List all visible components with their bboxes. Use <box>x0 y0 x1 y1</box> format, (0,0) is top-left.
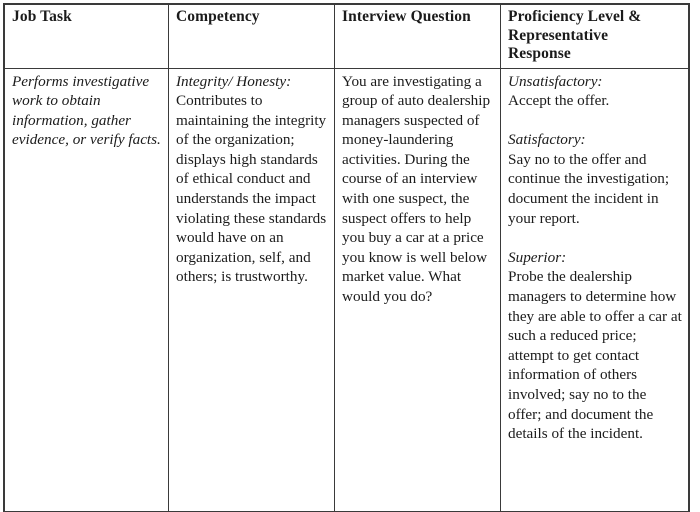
header-row <box>5 5 689 69</box>
interview-question-text: You are investigating a group of auto dealership managers suspected of money-laundering activities. During the course of an interview with one suspect, the suspect offers to help you buy a car at a price you know is well below market value. What would you do? <box>342 72 491 306</box>
table-header <box>5 5 689 69</box>
cell-interview-question <box>335 68 501 511</box>
competency-label: Integrity/ Honesty: <box>176 72 292 90</box>
proficiency-header-line-2: Representative <box>508 26 609 44</box>
proficiency-response-unsatisfactory: Accept the offer. <box>508 92 610 110</box>
proficiency-label-unsatisfactory: Unsatisfactory: <box>508 72 603 90</box>
column-header-job-task: Job Task <box>5 5 169 69</box>
rubric-table <box>4 4 689 512</box>
column-header-proficiency-level <box>501 5 689 69</box>
table-row <box>5 68 689 511</box>
proficiency-header-line-1: Proficiency Level & <box>508 8 642 25</box>
proficiency-label-satisfactory: Satisfactory: <box>508 131 586 149</box>
proficiency-label-superior: Superior: <box>508 248 567 266</box>
proficiency-response-satisfactory: Say no to the offer and continue the investigation; document the incident in your report. <box>508 150 670 227</box>
cell-competency <box>169 68 335 511</box>
table-body <box>5 68 689 511</box>
column-header-competency: Competency <box>169 5 335 69</box>
proficiency-level-satisfactory <box>508 130 682 228</box>
scan-artifact <box>4 0 688 3</box>
proficiency-level-superior <box>508 248 682 444</box>
cell-proficiency <box>501 68 689 511</box>
proficiency-header-line-3: Response <box>508 45 571 62</box>
proficiency-response-superior: Probe the dealership managers to determine how they are able to offer a car at such a reduced price; attempt to get contact information of others involved; say no to the offer; and document the details of the incident. <box>508 268 682 443</box>
job-task-text: Performs investigative work to obtain information, gather evidence, or verify facts. <box>12 72 161 149</box>
competency-text: Contributes to maintaining the integrity of the organization; displays high standards of ethical conduct and understands the impact violating these standards would have on an organization, self, and others; is trustworthy. <box>176 92 327 286</box>
cell-job-task <box>5 68 169 511</box>
proficiency-level-unsatisfactory <box>508 72 682 111</box>
column-header-interview-question: Interview Question <box>335 5 501 69</box>
